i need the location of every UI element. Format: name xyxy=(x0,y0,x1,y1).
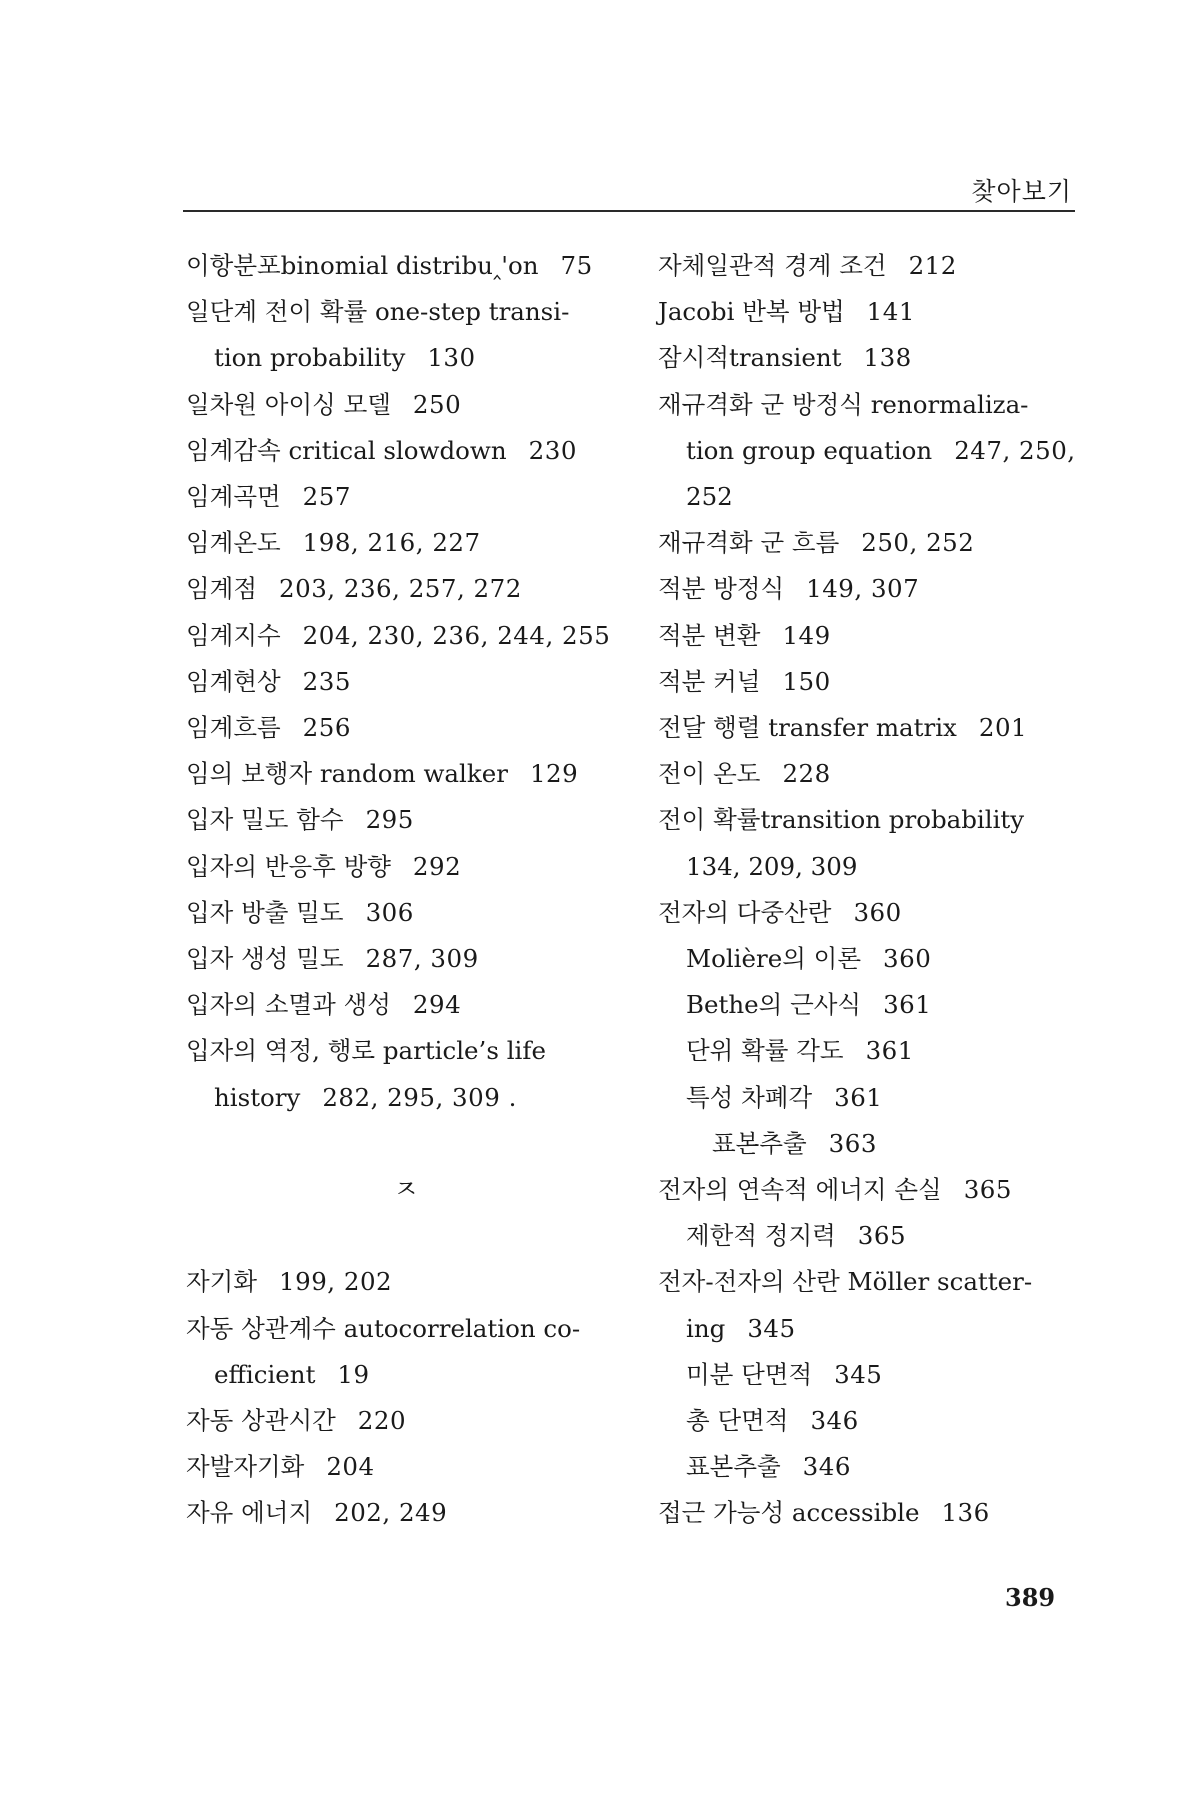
index-term: 제한적 정지력 xyxy=(686,1221,836,1251)
index-page-refs: 257 xyxy=(302,482,351,512)
index-entry xyxy=(186,797,646,843)
index-entry xyxy=(658,659,1098,705)
index-page-refs: 220 xyxy=(357,1406,407,1436)
index-entry xyxy=(186,566,646,612)
index-page-refs: 345 xyxy=(747,1313,796,1343)
index-term: tion group equation xyxy=(686,435,933,465)
index-term: 임계흐름 xyxy=(186,713,281,743)
index-page-refs: 306 xyxy=(365,897,414,927)
index-entry xyxy=(186,243,646,289)
index-term: ing xyxy=(686,1313,726,1343)
index-entries-bottom xyxy=(186,1259,646,1536)
index-entry xyxy=(658,936,1098,982)
index-term: 적분 변환 xyxy=(658,620,761,650)
index-page-refs: 130 xyxy=(427,343,476,373)
index-term: 입자의 소멸과 생성 xyxy=(186,990,391,1020)
index-entry xyxy=(186,1259,646,1305)
index-entry xyxy=(658,1121,1098,1167)
index-entry xyxy=(186,1352,646,1398)
index-term: 일차원 아이싱 모델 xyxy=(186,389,391,419)
index-page-refs: 212 xyxy=(908,251,957,280)
index-term: 자체일관적 경계 조건 xyxy=(658,251,887,280)
index-term: 표본추출 xyxy=(686,1452,781,1482)
index-entry xyxy=(658,797,1098,843)
header-title: 찾아보기 xyxy=(971,177,1072,206)
index-term: 미분 단면적 xyxy=(686,1359,813,1389)
index-page-refs: 361 xyxy=(865,1036,914,1066)
index-page-refs: 198, 216, 227 xyxy=(302,528,481,558)
index-page-refs: 204, 230, 236, 244, 255 xyxy=(302,620,611,650)
index-page-refs: 235 xyxy=(302,666,351,696)
index-term: 자유 에너지 xyxy=(186,1498,313,1528)
index-page-refs: 287, 309 xyxy=(365,944,479,974)
index-column-left xyxy=(186,243,646,1537)
index-term: 자동 상관계수 autocorrelation co- xyxy=(186,1313,581,1343)
index-entry xyxy=(186,1306,646,1352)
index-entry xyxy=(658,1167,1098,1213)
index-term: 잠시적transient xyxy=(658,343,842,373)
index-page-refs: 75 xyxy=(560,251,593,280)
index-entry xyxy=(658,1444,1098,1490)
index-entry xyxy=(658,613,1098,659)
index-term: 표본추출 xyxy=(712,1128,807,1158)
index-entry xyxy=(186,1398,646,1444)
index-term: 재규격화 군 흐름 xyxy=(658,528,840,558)
index-term: 전이 온도 xyxy=(658,759,761,789)
section-heading-jieut: ㅈ xyxy=(393,1175,419,1206)
index-term: 134, 209, 309 xyxy=(686,851,858,881)
index-page-refs: 247, 250, xyxy=(954,435,1076,465)
index-entry xyxy=(658,1398,1098,1444)
index-entry xyxy=(186,844,646,890)
index-term: 임계지수 xyxy=(186,620,281,650)
index-term: 입자 방출 밀도 xyxy=(186,897,344,927)
index-entry xyxy=(186,289,646,335)
index-term: 특성 차폐각 xyxy=(686,1082,813,1112)
index-term: 적분 방정식 xyxy=(658,574,785,604)
index-entry xyxy=(186,520,646,566)
index-term: 단위 확률 각도 xyxy=(686,1036,844,1066)
index-entry xyxy=(186,659,646,705)
index-page-refs: 136 xyxy=(941,1498,990,1528)
index-term: efficient xyxy=(214,1359,316,1389)
index-term: 총 단면적 xyxy=(686,1406,789,1436)
index-term: 입자 밀도 함수 xyxy=(186,805,344,835)
index-entry xyxy=(186,613,646,659)
index-page-refs: 141 xyxy=(866,297,915,327)
index-entry xyxy=(186,936,646,982)
index-term: 임계감속 critical slowdown xyxy=(186,435,507,465)
index-page-refs: 282, 295, 309 . xyxy=(322,1082,517,1112)
index-entry xyxy=(658,1306,1098,1352)
index-page-refs: 149, 307 xyxy=(806,574,920,604)
index-entry xyxy=(658,1490,1098,1536)
index-entry xyxy=(658,1075,1098,1121)
index-term: 접근 가능성 accessible xyxy=(658,1498,920,1528)
index-entry xyxy=(658,982,1098,1028)
index-page-refs: 150 xyxy=(782,666,831,696)
index-entry xyxy=(186,751,646,797)
index-term: Jacobi 반복 방법 xyxy=(658,297,845,327)
index-page-refs: 250 xyxy=(412,389,462,419)
index-page-refs: 346 xyxy=(810,1406,859,1436)
index-term: 임계현상 xyxy=(186,666,281,696)
index-page-refs: 346 xyxy=(802,1452,851,1482)
index-page-refs: 203, 236, 257, 272 xyxy=(279,574,522,604)
header-rule xyxy=(183,210,1075,212)
index-entry xyxy=(658,751,1098,797)
index-entry xyxy=(658,1352,1098,1398)
page-number: 389 xyxy=(1005,1583,1056,1612)
index-entry xyxy=(658,566,1098,612)
index-term: 입자 생성 밀도 xyxy=(186,944,344,974)
index-page-refs: 295 xyxy=(365,805,414,835)
index-entry xyxy=(186,382,646,428)
index-entry xyxy=(658,289,1098,335)
index-entry xyxy=(658,243,1098,289)
index-entry xyxy=(186,1075,646,1121)
index-page-refs: 129 xyxy=(529,759,579,789)
index-entry xyxy=(186,474,646,520)
index-term: 252 xyxy=(686,482,733,512)
index-page-refs: 230 xyxy=(528,435,577,465)
index-term: Bethe의 근사식 xyxy=(686,990,862,1020)
index-page-refs: 294 xyxy=(412,990,462,1020)
index-term: tion probability xyxy=(214,343,406,373)
index-term: 자동 상관시간 xyxy=(186,1406,336,1436)
index-entry xyxy=(658,520,1098,566)
index-page-refs: 250, 252 xyxy=(861,528,975,558)
index-page-refs: 363 xyxy=(828,1128,877,1158)
index-term: 임계점 xyxy=(186,574,258,604)
index-entry xyxy=(658,1213,1098,1259)
index-entry xyxy=(186,1028,646,1074)
index-entry xyxy=(658,335,1098,381)
index-entries-right xyxy=(658,243,1098,1537)
running-header xyxy=(183,172,1075,212)
index-entry xyxy=(186,1444,646,1490)
index-term: 전자의 연속적 에너지 손실 xyxy=(658,1175,942,1205)
index-entry xyxy=(186,1490,646,1536)
index-page-refs: 202, 249 xyxy=(334,1498,448,1528)
index-entry xyxy=(658,382,1098,428)
index-page-refs: 228 xyxy=(782,759,831,789)
index-entry xyxy=(658,705,1098,751)
index-term: 입자의 역정, 행로 particle’s life xyxy=(186,1036,546,1066)
index-term: 전달 행렬 transfer matrix xyxy=(658,713,957,743)
index-page-refs: 361 xyxy=(883,990,932,1020)
index-page-refs: 149 xyxy=(782,620,831,650)
index-term: Molière의 이론 xyxy=(686,944,862,974)
index-entry xyxy=(186,335,646,381)
index-term: 전이 확률transition probability xyxy=(658,805,1025,835)
index-term: 전자의 다중산란 xyxy=(658,897,832,927)
index-entry xyxy=(658,1259,1098,1305)
index-term: 입자의 반응후 방향 xyxy=(186,851,391,881)
index-term: history xyxy=(214,1082,301,1112)
index-entry xyxy=(658,1028,1098,1074)
index-page-refs: 138 xyxy=(863,343,912,373)
index-page-refs: 201 xyxy=(978,713,1028,743)
index-page-refs: 204 xyxy=(326,1452,375,1482)
index-page-refs: 345 xyxy=(834,1359,883,1389)
index-page-refs: 365 xyxy=(857,1221,907,1251)
index-term: 임의 보행자 random walker xyxy=(186,759,508,789)
index-page-refs: 199, 202 xyxy=(279,1267,393,1297)
index-page-refs: 360 xyxy=(883,944,932,974)
index-term: 임계곡면 xyxy=(186,482,281,512)
index-entry xyxy=(186,890,646,936)
index-page-refs: 19 xyxy=(337,1359,370,1389)
index-term: 일단계 전이 확률 one-step transi- xyxy=(186,297,570,327)
index-term: 재규격화 군 방정식 renormaliza- xyxy=(658,389,1029,419)
index-entry xyxy=(186,982,646,1028)
index-page-refs: 292 xyxy=(412,851,462,881)
index-entries-top xyxy=(186,243,646,1121)
index-term: 자기화 xyxy=(186,1267,258,1297)
index-term: 전자-전자의 산란 Möller scatter- xyxy=(658,1267,1033,1297)
index-entry xyxy=(658,890,1098,936)
index-page-refs: 360 xyxy=(853,897,902,927)
index-page-refs: 365 xyxy=(963,1175,1012,1205)
index-term: 자발자기화 xyxy=(186,1452,305,1482)
index-page-refs: 256 xyxy=(302,713,351,743)
index-entry xyxy=(186,705,646,751)
index-term: 적분 커널 xyxy=(658,666,761,696)
index-entry xyxy=(186,428,646,474)
index-term: 임계온도 xyxy=(186,528,281,558)
index-column-right xyxy=(658,243,1098,1537)
index-entry xyxy=(658,844,1098,890)
index-page-refs: 361 xyxy=(834,1082,883,1112)
index-entry xyxy=(658,474,1098,520)
index-term: 이항분포binomial distribu‸'on xyxy=(186,251,539,280)
index-entry xyxy=(658,428,1098,474)
